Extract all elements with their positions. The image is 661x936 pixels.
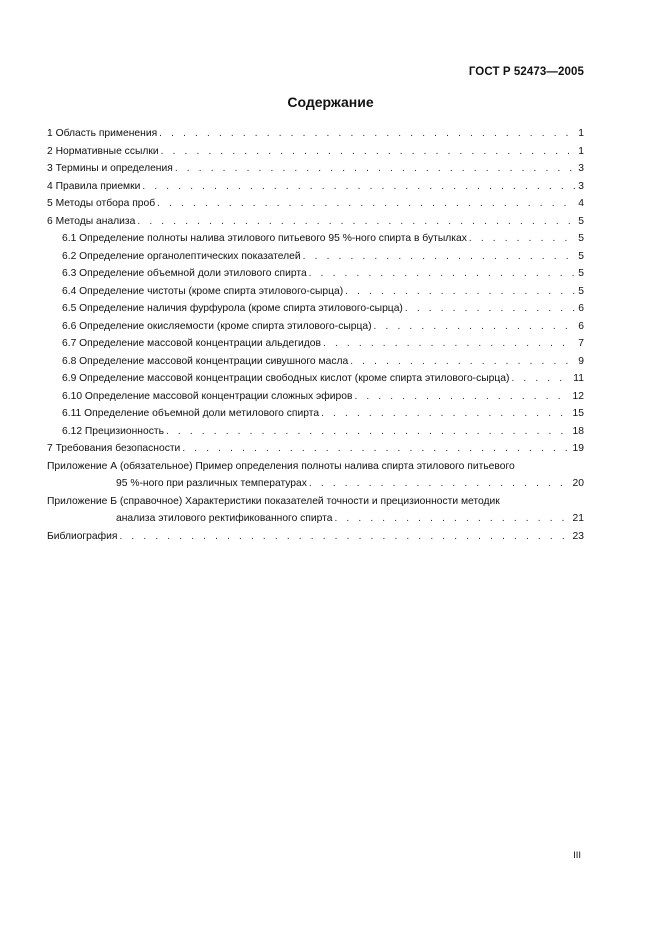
toc-leader-dots	[137, 213, 575, 231]
toc-entry-appendix-b[interactable]	[47, 493, 584, 528]
toc-entry-bibliography[interactable]	[47, 528, 584, 546]
toc-entry-page: 18	[572, 425, 584, 437]
toc-leader-dots	[142, 178, 575, 196]
toc-leader-dots	[303, 248, 575, 266]
toc-entry[interactable]	[47, 405, 584, 423]
toc-leader-dots	[334, 510, 569, 528]
toc-entry-text: Приложение А (обязательное) Пример определения полноты налива спирта этилового питьевого	[47, 460, 515, 472]
toc-entry[interactable]	[47, 125, 584, 143]
toc-entry-text: 3 Термины и определения	[47, 163, 173, 174]
toc-entry-page: 1	[578, 128, 584, 139]
document-code: ГОСТ Р 52473—2005	[468, 66, 584, 78]
table-of-contents	[47, 125, 584, 545]
toc-entry-text-cont: 95 %-ного при различных температурах	[116, 478, 307, 489]
toc-leader-dots	[374, 318, 575, 336]
toc-leader-dots	[157, 195, 575, 213]
toc-entry[interactable]	[47, 178, 584, 196]
toc-entry[interactable]	[47, 388, 584, 406]
toc-leader-dots	[166, 423, 570, 441]
toc-entry-text: 6.4 Определение чистоты (кроме спирта этилового-сырца)	[62, 285, 344, 297]
toc-entry-appendix-a[interactable]	[47, 458, 584, 493]
toc-entry-text: 1 Область применения	[47, 128, 158, 139]
toc-leader-dots	[350, 353, 575, 371]
toc-entry[interactable]	[47, 265, 584, 283]
toc-entry-text: 6.3 Определение объемной доли этилового спирта	[62, 268, 307, 279]
toc-leader-dots	[345, 283, 575, 301]
toc-entry-page: 3	[578, 163, 584, 174]
toc-leader-dots	[309, 265, 575, 283]
toc-title: Содержание	[287, 94, 374, 110]
toc-leader-dots	[175, 160, 575, 178]
toc-entry-text: 6.1 Определение полноты налива этилового питьевого 95 %-ного спирта в бутылках	[62, 233, 467, 244]
toc-entry-text: 6.12 Прецизионность	[62, 425, 164, 437]
toc-entry[interactable]	[47, 283, 584, 301]
toc-entry-page: 1	[578, 145, 584, 157]
toc-entries	[47, 125, 584, 458]
toc-entry[interactable]	[47, 195, 584, 213]
toc-entry-page: 5	[578, 285, 584, 297]
toc-entry[interactable]	[47, 248, 584, 266]
toc-entry-page: 6	[578, 320, 584, 332]
toc-entry[interactable]	[47, 143, 584, 161]
toc-leader-dots	[323, 335, 575, 353]
toc-entry-page: 11	[573, 373, 584, 384]
toc-entry-page: 4	[578, 198, 584, 209]
toc-leader-dots	[182, 440, 569, 458]
toc-entry-text: 6.2 Определение органолептических показателей	[62, 250, 301, 262]
toc-entry-page: 3	[578, 180, 584, 192]
toc-entry-page: 5	[578, 268, 584, 279]
toc-entry-page: 21	[572, 513, 584, 524]
toc-leader-dots	[354, 388, 569, 406]
toc-entry-page: 23	[572, 530, 584, 542]
toc-entry-page: 15	[572, 408, 584, 419]
toc-entry[interactable]	[47, 370, 584, 388]
toc-entry-text: 6.11 Определение объемной доли метилового спирта	[62, 408, 320, 419]
toc-entry-text: 6 Методы анализа	[47, 215, 136, 227]
toc-entry[interactable]	[47, 335, 584, 353]
toc-entry[interactable]	[47, 423, 584, 441]
toc-entry[interactable]	[47, 160, 584, 178]
toc-entry-text: 6.8 Определение массовой концентрации сивушного масла	[62, 355, 349, 367]
toc-leader-dots	[511, 370, 570, 388]
toc-entry[interactable]	[47, 440, 584, 458]
toc-entry-page: 12	[572, 390, 584, 402]
toc-entry-text-cont: анализа этилового ректификованного спирта	[116, 513, 333, 524]
toc-entry[interactable]	[47, 230, 584, 248]
toc-leader-dots	[159, 125, 575, 143]
toc-entry[interactable]	[47, 318, 584, 336]
toc-leader-dots	[119, 528, 569, 546]
toc-entry-text: Библиография	[47, 530, 118, 542]
toc-entry-text: 6.9 Определение массовой концентрации свободных кислот (кроме спирта этилового-сырца)	[62, 373, 510, 384]
toc-entry-text: 7 Требования безопасности	[47, 443, 181, 454]
toc-entry-text: 6.7 Определение массовой концентрации альдегидов	[62, 338, 321, 349]
toc-entry[interactable]	[47, 213, 584, 231]
toc-entry[interactable]	[47, 300, 584, 318]
toc-leader-dots	[321, 405, 569, 423]
toc-entry-page: 20	[572, 478, 584, 489]
toc-entry-text: 4 Правила приемки	[47, 180, 141, 192]
toc-entry-page: 7	[578, 338, 584, 349]
toc-entry-page: 6	[578, 303, 584, 314]
toc-entry-text: 6.6 Определение окисляемости (кроме спирта этилового-сырца)	[62, 320, 372, 332]
toc-leader-dots	[309, 475, 570, 493]
toc-entry-page: 5	[578, 233, 584, 244]
toc-leader-dots	[405, 300, 575, 318]
toc-entry-page: 19	[572, 443, 584, 454]
toc-entry-text: 6.5 Определение наличия фурфурола (кроме спирта этилового-сырца)	[62, 303, 403, 314]
toc-entry-text: 5 Методы отбора проб	[47, 198, 156, 209]
toc-leader-dots	[469, 230, 575, 248]
toc-entry[interactable]	[47, 353, 584, 371]
toc-entry-text: 2 Нормативные ссылки	[47, 145, 159, 157]
toc-entry-page: 5	[578, 250, 584, 262]
toc-entry-text: 6.10 Определение массовой концентрации сложных эфиров	[62, 390, 353, 402]
toc-entry-page: 9	[578, 355, 584, 367]
toc-entry-text: Приложение Б (справочное) Характеристики показателей точности и прецизионности методик	[47, 495, 500, 507]
toc-entry-page: 5	[578, 215, 584, 227]
toc-leader-dots	[161, 143, 575, 161]
page-number: III	[573, 850, 581, 861]
